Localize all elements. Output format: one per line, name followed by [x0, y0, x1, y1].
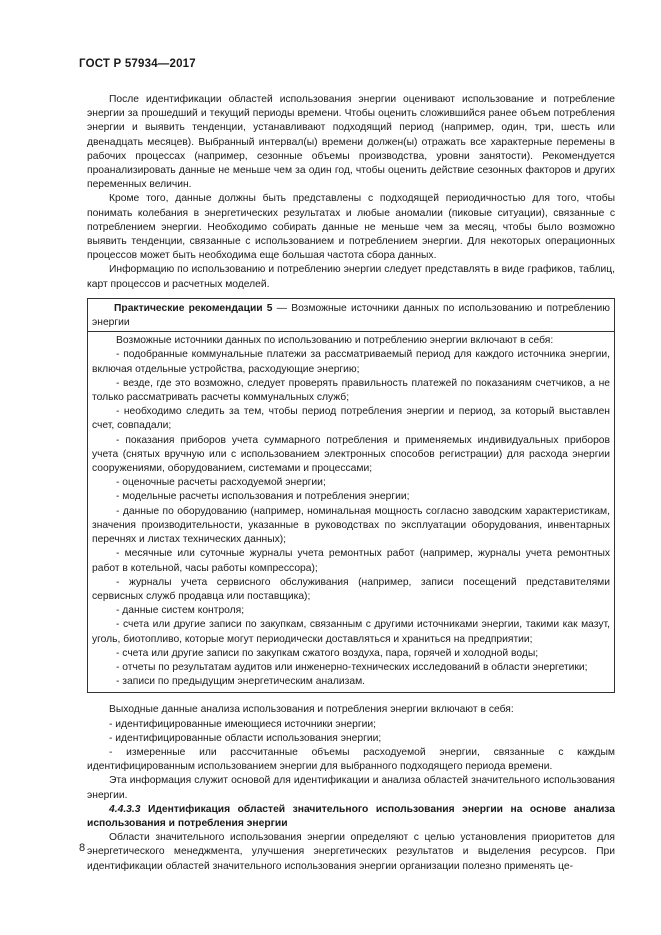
box-title-rest: — Возможные источники данных по использованию и потреблению энергии [92, 302, 611, 329]
list-item: - везде, где это возможно, следует проверять правильность платежей по показаниям счетчиков, а не только рассматривать расчеты коммунальных служб; [92, 377, 610, 404]
list-item: - счета или другие записи по закупкам сжатого воздуха, пара, горячей и холодной воды; [116, 647, 539, 659]
list-item: - месячные или суточные журналы учета ремонтных работ (например, журналы учета ремонтных работ в котельной, часы работы компрессора); [92, 548, 610, 574]
section-text: Области значительного использования энергии определяют с целью установления приоритетов для энергетического менеджмента, улучшения энергетических результатов и выделения ресурсов. При идентификации областей значительного использования энергии организации полезно применять це- [87, 832, 615, 872]
box-title [88, 299, 614, 332]
box-lead: Возможные источники данных по использованию и потреблению энергии включают в себя: [116, 335, 554, 347]
list-item: - показания приборов учета суммарного потребления и применяемых индивидуальных приборов учета (снятых вручную или с использованием электронных способов регистрации) для расхода энергии сооружениями, оборудованием, системами и процессами; [92, 434, 610, 475]
outputs-section [87, 703, 615, 873]
list-item: - журналы учета сервисного обслуживания (например, записи посещений представителями сервисных служб продавца или поставщика); [92, 576, 610, 602]
list-item: - отчеты по результатам аудитов или инженерно-технических исследований в области энергетики; [116, 661, 588, 673]
list-item: - идентифицированные имеющиеся источники энергии; [109, 718, 376, 730]
outputs-lead: Выходные данные анализа использования и потребления энергии включают в себя: [109, 704, 514, 716]
page-number: 8 [79, 842, 86, 854]
practical-recommendations-box [87, 298, 615, 693]
list-item: - данные по оборудованию (например, номинальная мощность согласно заводским характеристикам, значения производительности, указанные в руководствах по эксплуатации оборудования, инвентарных перечнях и листах технических данных); [92, 505, 610, 546]
list-item: - необходимо следить за тем, чтобы период потребления энергии и период, за который выставлен счет, совпадали; [92, 406, 610, 432]
section-heading [87, 803, 615, 831]
section-title: Идентификация областей значительного использования энергии на основе анализа использования и потребления энергии [87, 803, 615, 829]
document-header: ГОСТ Р 57934—2017 [79, 58, 196, 70]
intro-paragraph-2: Кроме того, данные должны быть представлены с подходящей периодичностью для того, чтобы понимать колебания в энергетических результатах и любые аномалии (пиковые ситуации), связанные с потреблением энергии. Необходимо собирать данные не меньше чем за месяц, чтобы было возможно выявить тенденции, связанные с использованием и потреблением энергии. Для некоторых операционных процессов может быть необходима еще большая частота сбора данных. [87, 193, 615, 262]
section-number: 4.4.3.3 [109, 803, 141, 815]
intro-paragraph-3: Информацию по использованию и потреблению энергии следует представлять в виде графиков, таблиц, карт процессов и расчетных моделей. [87, 264, 615, 290]
page-content [87, 93, 615, 874]
box-title-bold: Практические рекомендации 5 [114, 302, 273, 314]
list-item: - оценочные расчеты расходуемой энергии; [116, 477, 326, 489]
intro-paragraph-1: После идентификации областей использования энергии оценивают использование и потребление энергии за прошедший и текущий периоды времени. Чтобы оценить сложившийся ранее объем потребления энергии и выявить тенденции, устанавливают подходящий период (например, один, три, шесть или двенадцать месяцев). Выбранный интервал(ы) времени должен(ы) отражать все характерные перемены в рабочих процессах (например, сезонные объемы производства, уровни занятости). Рекомендуется проанализировать данные не меньше чем за один год, чтобы оценить действие сезонных факторов и других переменных величин. [87, 94, 615, 191]
list-item: - данные систем контроля; [116, 605, 245, 617]
list-item: - счета или другие записи по закупкам, связанным с другими источниками энергии, такими как мазут, уголь, биотопливо, которые могут периодически доставляться и храниться на предприятии; [92, 619, 610, 645]
list-item: - подобранные коммунальные платежи за рассматриваемый период для каждого источника энергии, включая отдельные устройства, расходующие энергию; [92, 349, 610, 375]
list-item: - идентифицированные области использования энергии; [109, 732, 382, 744]
list-item: - измеренные или рассчитанные объемы расходуемой энергии, связанные с каждым идентифицированным использованием энергии для выбранного подходящего периода времени. [87, 746, 615, 773]
list-item: - записи по предыдущим энергетическим анализам. [116, 676, 366, 688]
outputs-after: Эта информация служит основой для идентификации и анализа областей значительного использования энергии. [87, 775, 615, 801]
list-item: - модельные расчеты использования и потребления энергии; [116, 491, 410, 503]
box-body [88, 332, 614, 692]
